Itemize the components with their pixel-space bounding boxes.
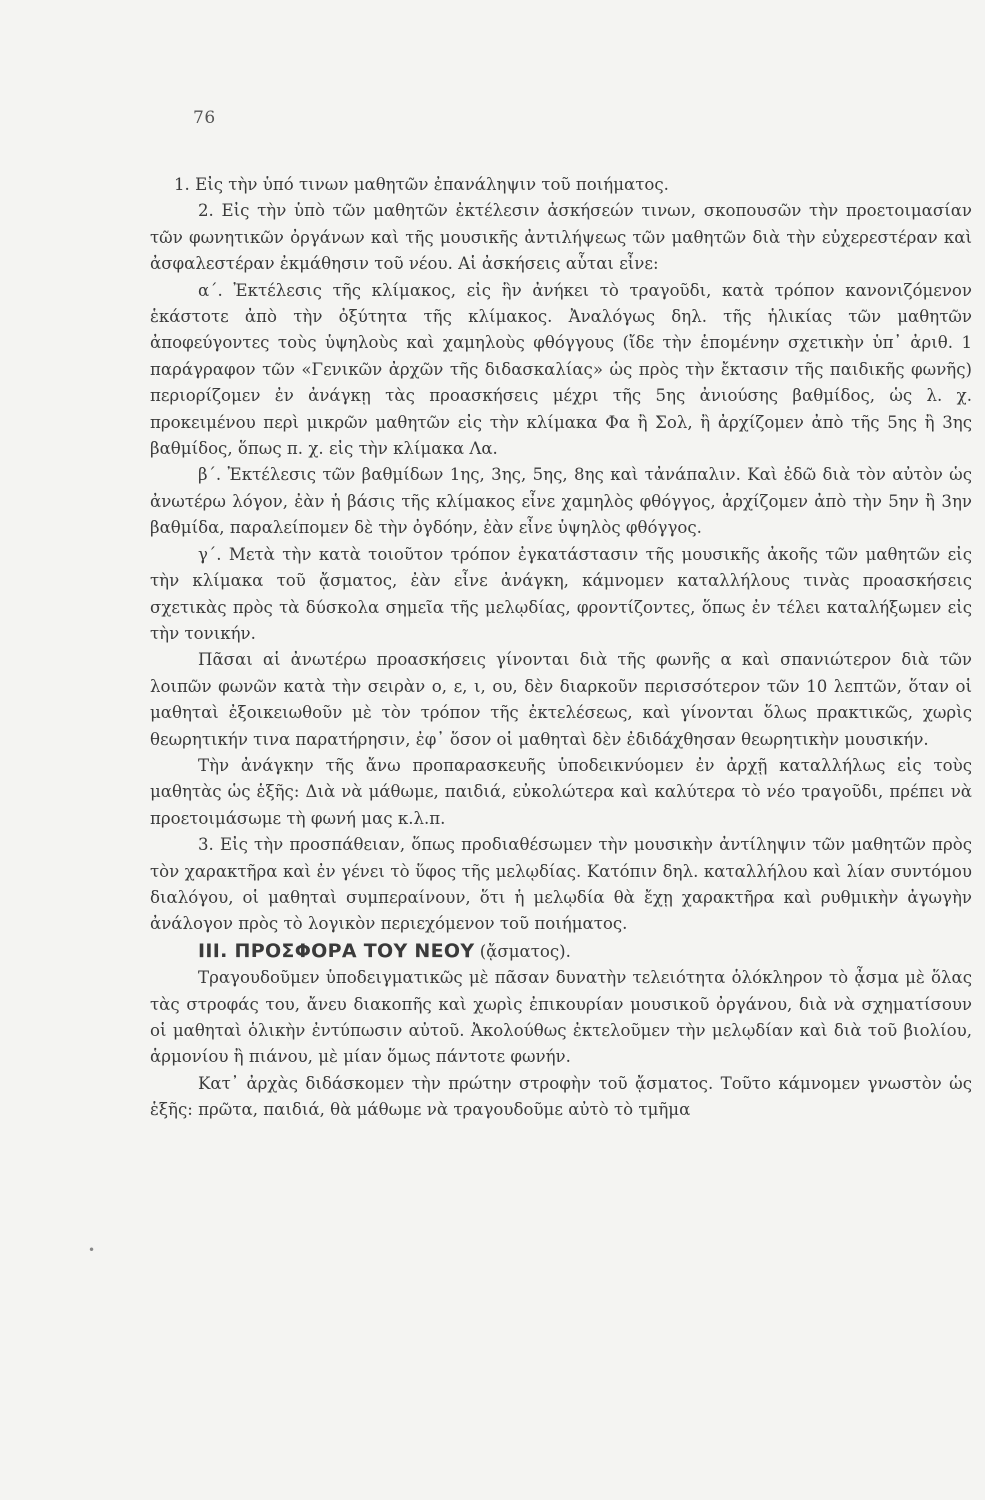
paragraph-teaching: Κατ᾽ ἀρχὰς διδάσκομεν τὴν πρώτην στροφὴν τοῦ ᾄσματος. Τοῦτο κάμνομεν γνωστὸν ὡς ἑξῆς: πρῶτα, παιδιά, θὰ μάθωμε νὰ τραγουδοῦμε αὐτὸ τὸ τμῆμα <box>150 1073 972 1120</box>
paragraph-2: 2. Εἰς τὴν ὑπὸ τῶν μαθητῶν ἐκτέλεσιν ἀσκήσεών τινων, σκοπουσῶν τὴν προετοιμασίαν τῶν φωνητικῶν ὀργάνων καὶ τῆς μουσικῆς ἀντιλήψεως τῶν μαθητῶν διὰ τὴν εὐχερεστέραν καὶ ἀσφαλεστέραν ἐκμάθησιν τοῦ νέου. Αἱ ἀσκήσεις αὗται εἶνε: <box>150 201 972 274</box>
paragraph-exercise-notes: Πᾶσαι αἱ ἀνωτέρω προασκήσεις γίνονται διὰ τῆς φωνῆς α καὶ σπανιώτερον διὰ τῶν λοιπῶν φωνῶν κατὰ τὴν σειρὰν ο, ε, ι, ου, δὲν διαρκοῦν περισσότερον τῶν 10 λεπτῶν, ὅταν οἱ μαθηταὶ ἐξοικειωθοῦν μὲ τὸν τρόπον τῆς ἐκτελέσεως, καὶ γίνονται ὅλως πρακτικῶς, χωρὶς θεωρητικήν τινα παρατήρησιν, ἐφ᾽ ὅσον οἱ μαθηταὶ δὲν ἐδιδάχθησαν θεωρητικὴν μουσικήν. <box>150 650 972 749</box>
paragraph-singing: Τραγουδοῦμεν ὑποδειγματικῶς μὲ πᾶσαν δυνατὴν τελειότητα ὁλόκληρον τὸ ᾆσμα μὲ ὅλας τὰς στροφάς του, ἄνευ διακοπῆς καὶ χωρὶς ἐπικουρίαν μουσικοῦ ὀργάνου, διὰ νὰ σχηματίσουν οἱ μαθηταὶ ὁλικὴν ἐντύπωσιν αὐτοῦ. Ἀκολούθως ἐκτελοῦμεν τὴν μελῳδίαν καὶ διὰ τοῦ βιολίου, ἁρμονίου ἢ πιάνου, μὲ μίαν ὅμως πάντοτε φωνήν. <box>150 968 972 1067</box>
paragraph-exercise-a: α΄. Ἐκτέλεσις τῆς κλίμακος, εἰς ἣν ἀνήκει τὸ τραγοῦδι, κατὰ τρόπον κανονιζόμενον ἑκάστοτε ἀπὸ τὴν ὀξύτητα τῆς κλίμακος. Ἀναλόγως δηλ. τῆς ἡλικίας τῶν μαθητῶν ἀποφεύγοντες τοὺς ὑψηλοὺς καὶ χαμηλοὺς φθόγγους (ἴδε τὴν ἑπομένην σχετικὴν ὑπ᾽ ἀριθ. 1 παράγραφον τῶν «Γενικῶν ἀρχῶν τῆς διδασκαλίας» ὡς πρὸς τὴν ἔκτασιν τῆς παιδικῆς φωνῆς) περιορίζομεν ἐν ἀνάγκῃ τὰς προασκήσεις μέχρι τῆς 5ης ἀνιούσης βαθμίδος, ὡς λ. χ. προκειμένου περὶ μικρῶν μαθητῶν εἰς τὴν κλίμακα Φα ἢ Σολ, ἢ ἀρχίζομεν ἀπὸ τῆς 5ης ἢ 3ης βαθμίδος, ὅπως π. χ. εἰς τὴν κλίμακα Λα. <box>150 280 972 459</box>
paragraph-3: 3. Εἰς τὴν προσπάθειαν, ὅπως προδιαθέσωμεν τὴν μουσικὴν ἀντίληψιν τῶν μαθητῶν πρὸς τὸν χαρακτῆρα καὶ ἐν γένει τὸ ὕφος τῆς μελῳδίας. Κατόπιν δηλ. καταλλήλου καὶ λίαν συντόμου διαλόγου, οἱ μαθηταὶ συμπεραίνουν, ὅτι ἡ μελῳδία θὰ ἔχῃ χαρακτῆρα καὶ ρυθμικὴν ἀγωγὴν ἀνάλογον πρὸς τὸ λογικὸν περιεχόμενον τοῦ ποιήματος. <box>150 835 972 934</box>
section-heading-title: ΙΙΙ. ΠΡΟΣΦΟΡΑ ΤΟΥ ΝΕΟΥ <box>198 939 475 962</box>
margin-mark: • <box>88 1243 96 1257</box>
section-heading <box>150 938 972 965</box>
page-number: 76 <box>193 108 216 128</box>
paragraph-need: Τὴν ἀνάγκην τῆς ἄνω προπαρασκευῆς ὑποδεικνύομεν ἐν ἀρχῇ καταλλήλως εἰς τοὺς μαθητὰς ὡς ἑξῆς: Διὰ νὰ μάθωμε, παιδιά, εὐκολώτερα καὶ καλύτερα τὸ νέο τραγοῦδι, πρέπει νὰ προετοιμάσωμε τὴ φωνή μας κ.λ.π. <box>150 755 972 828</box>
section-heading-suffix: (ᾄσματος). <box>474 941 571 961</box>
paragraph-exercise-c: γ΄. Μετὰ τὴν κατὰ τοιοῦτον τρόπον ἐγκατάστασιν τῆς μουσικῆς ἀκοῆς τῶν μαθητῶν εἰς τὴν κλίμακα τοῦ ᾄσματος, ἐὰν εἶνε ἀνάγκη, κάμνομεν καταλλήλους τινὰς προασκήσεις σχετικὰς πρὸς τὰ δύσκολα σημεῖα τῆς μελῳδίας, φροντίζοντες, ὅπως ἐν τέλει καταλήξωμεν εἰς τὴν τονικήν. <box>150 544 972 643</box>
paragraph-exercise-b: β΄. Ἐκτέλεσις τῶν βαθμίδων 1ης, 3ης, 5ης, 8ης καὶ τἀνάπαλιν. Καὶ ἐδῶ διὰ τὸν αὐτὸν ὡς ἀνωτέρω λόγον, ἐὰν ἡ βάσις τῆς κλίμακος εἶνε χαμηλὸς φθόγγος, ἀρχίζομεν ἀπὸ τὴν 5ην ἢ 3ην βαθμίδα, παραλείπομεν δὲ τὴν ὀγδόην, ἐὰν εἶνε ὑψηλὸς φθόγγος. <box>150 465 972 538</box>
body-text <box>150 172 972 1124</box>
paragraph-1: 1. Εἰς τὴν ὑπό τινων μαθητῶν ἐπανάληψιν τοῦ ποιήματος. <box>174 175 669 194</box>
